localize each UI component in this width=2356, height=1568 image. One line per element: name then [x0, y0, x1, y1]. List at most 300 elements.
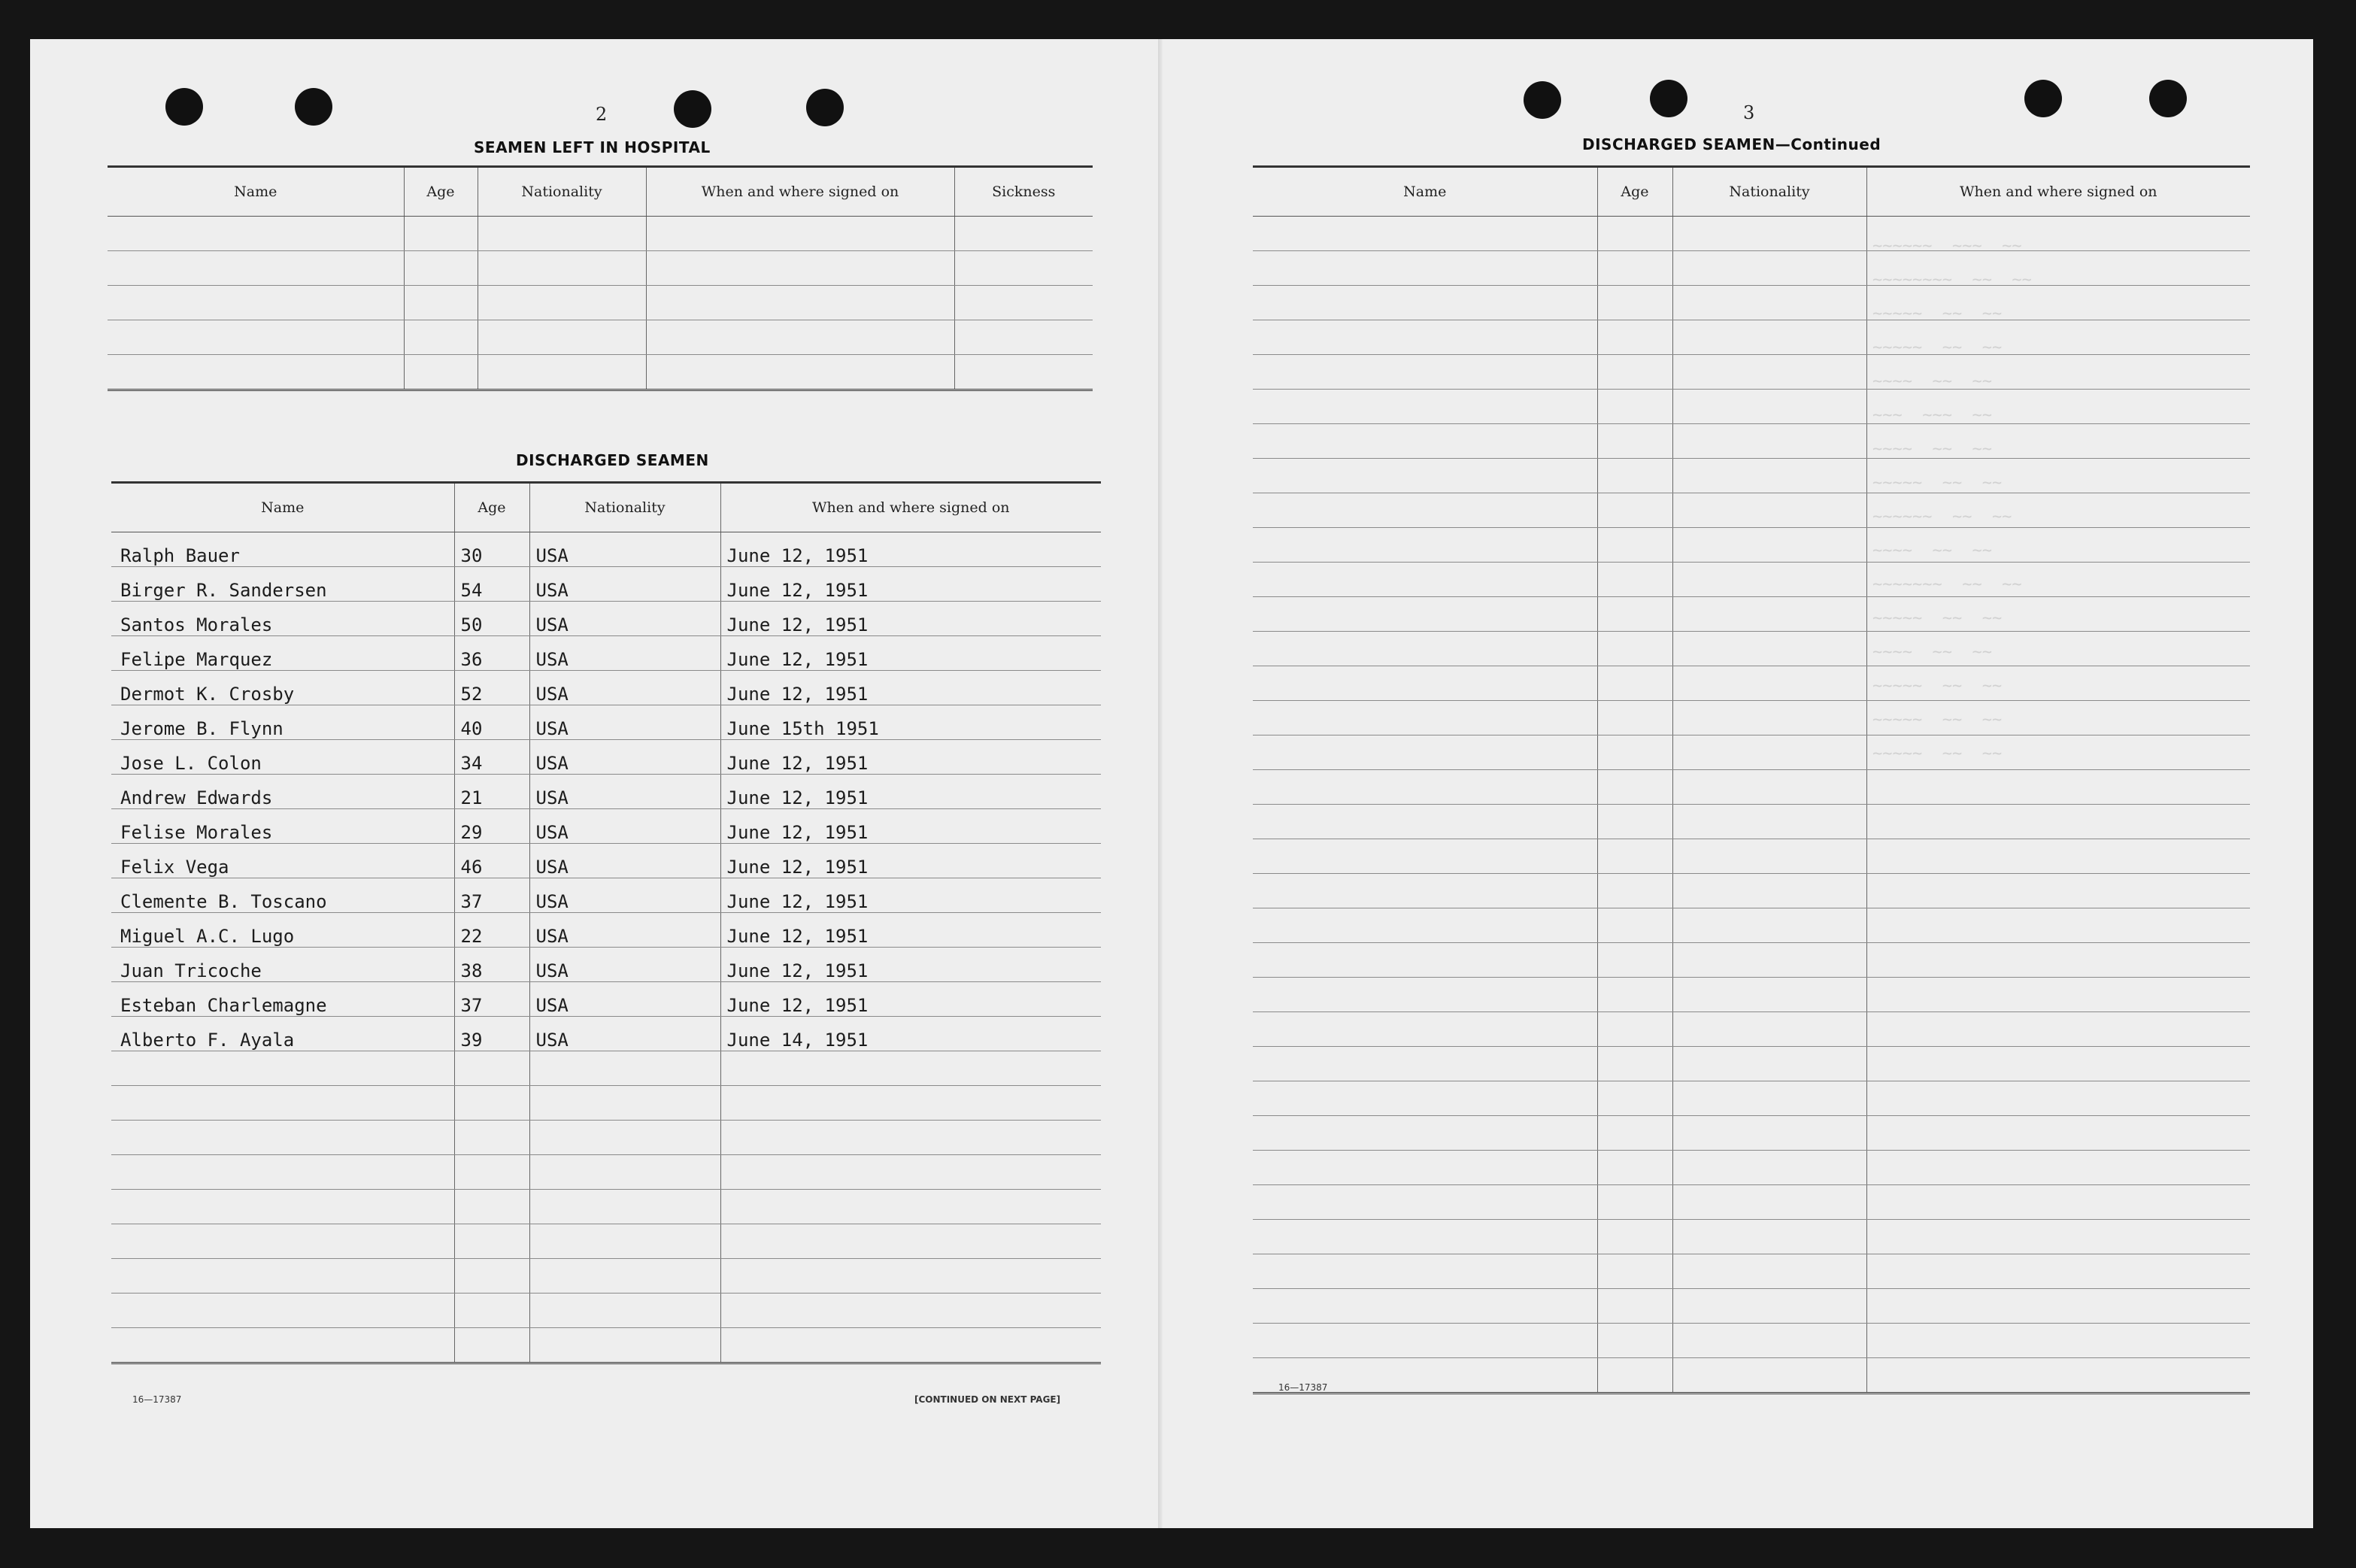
blank-cell — [1597, 1185, 1672, 1220]
blank-cell — [454, 1224, 529, 1259]
blank-cell — [1597, 424, 1672, 459]
blank-cell — [1253, 1289, 1597, 1324]
blank-cell — [1597, 666, 1672, 701]
blank-cell — [529, 1121, 720, 1155]
table-row — [111, 913, 1101, 948]
blank-cell — [1253, 1185, 1597, 1220]
cell — [108, 217, 404, 251]
seaman-age: 38 — [454, 948, 529, 982]
blank-cell — [1866, 390, 2250, 424]
blank-cell — [1866, 493, 2250, 528]
blank-cell — [1597, 320, 1672, 355]
seaman-nationality: USA — [529, 809, 720, 844]
blank-cell — [1672, 424, 1866, 459]
blank-cell — [454, 1155, 529, 1190]
blank-cell — [529, 1051, 720, 1086]
blank-cell — [1672, 1081, 1866, 1116]
blank-cell — [1597, 1116, 1672, 1151]
cell — [646, 217, 954, 251]
blank-cell — [720, 1086, 1101, 1121]
bleed-through-marks: ~~~~~~ ~~~ ~~ ~~~~~~~~ ~~ ~~ ~~~~~ ~~ ~~ ~~~~~ ~~ ~~ ~~~~ ~~ ~~ ~~~ ~~~ ~~ ~~~~ ~~ ~~ ~~~~~ ~~ ~~ ~~~~~~ ~~ ~~ ~~~~ ~~ ~~ ~~~~~~~ ~~ ~~ ~~~~~ ~~ ~~ ~~~~ ~~ ~~ ~~~~~ ~~ ~~ ~~~~~ ~~ ~~ ~~~~~ ~~ ~~ — [1872, 237, 2032, 763]
discharged-section-title: DISCHARGED SEAMEN — [516, 451, 709, 469]
blank-cell — [1866, 1151, 2250, 1185]
blank-cell — [1253, 805, 1597, 839]
blank-cell — [1253, 424, 1597, 459]
blank-cell — [1672, 1116, 1866, 1151]
blank-cell — [1253, 459, 1597, 493]
seaman-nationality: USA — [529, 878, 720, 913]
continued-table-body — [1253, 217, 2250, 1394]
blank-cell — [1672, 563, 1866, 597]
column-header-name: Name — [1253, 167, 1597, 217]
punch-hole — [1524, 81, 1561, 119]
table-row — [1253, 286, 2250, 320]
cell — [954, 251, 1093, 286]
table-row — [111, 844, 1101, 878]
table-row — [1253, 1289, 2250, 1324]
seaman-age: 37 — [454, 878, 529, 913]
blank-cell — [1866, 1116, 2250, 1151]
blank-cell — [1672, 251, 1866, 286]
cell — [954, 217, 1093, 251]
table-row — [108, 286, 1093, 320]
table-row — [111, 636, 1101, 671]
cell — [108, 320, 404, 355]
blank-cell — [1866, 1047, 2250, 1081]
table-row — [1253, 217, 2250, 251]
seaman-nationality: USA — [529, 567, 720, 602]
blank-cell — [1866, 459, 2250, 493]
table-row — [1253, 528, 2250, 563]
blank-cell — [1866, 701, 2250, 735]
seaman-nationality: USA — [529, 913, 720, 948]
blank-cell — [1253, 1116, 1597, 1151]
blank-cell — [1866, 908, 2250, 943]
seaman-signed-on: June 12, 1951 — [720, 948, 1101, 982]
blank-cell — [1597, 978, 1672, 1012]
page-number-right: 3 — [1743, 102, 1755, 123]
table-row — [1253, 1220, 2250, 1254]
blank-cell — [1866, 632, 2250, 666]
table-row — [1253, 424, 2250, 459]
blank-cell — [1253, 563, 1597, 597]
table-row — [108, 355, 1093, 390]
column-header-signed-on: When and where signed on — [646, 167, 954, 217]
blank-cell — [1866, 217, 2250, 251]
table-header-row — [111, 483, 1101, 532]
blank-cell — [1672, 459, 1866, 493]
cell — [108, 355, 404, 390]
blank-cell — [1597, 1081, 1672, 1116]
seaman-name: Felise Morales — [111, 809, 454, 844]
seaman-signed-on: June 12, 1951 — [720, 878, 1101, 913]
blank-cell — [1253, 493, 1597, 528]
seaman-signed-on: June 12, 1951 — [720, 982, 1101, 1017]
table-row — [1253, 459, 2250, 493]
blank-cell — [1866, 1254, 2250, 1289]
seaman-signed-on: June 12, 1951 — [720, 913, 1101, 948]
blank-cell — [1866, 563, 2250, 597]
column-header-signed-on: When and where signed on — [720, 483, 1101, 532]
table-row — [111, 1190, 1101, 1224]
blank-cell — [1253, 597, 1597, 632]
cell — [954, 286, 1093, 320]
blank-cell — [1866, 1081, 2250, 1116]
seaman-nationality: USA — [529, 532, 720, 567]
blank-cell — [1866, 424, 2250, 459]
seaman-name: Birger R. Sandersen — [111, 567, 454, 602]
seaman-signed-on: June 12, 1951 — [720, 567, 1101, 602]
blank-cell — [1866, 839, 2250, 874]
blank-cell — [1597, 1047, 1672, 1081]
table-row — [1253, 770, 2250, 805]
table-row — [1253, 943, 2250, 978]
seaman-nationality: USA — [529, 948, 720, 982]
seaman-nationality: USA — [529, 705, 720, 740]
blank-cell — [1672, 1012, 1866, 1047]
blank-cell — [454, 1086, 529, 1121]
blank-cell — [529, 1224, 720, 1259]
blank-cell — [1866, 1289, 2250, 1324]
cell — [478, 251, 646, 286]
blank-cell — [1672, 1324, 1866, 1358]
blank-cell — [1866, 770, 2250, 805]
blank-cell — [111, 1155, 454, 1190]
blank-cell — [1253, 1151, 1597, 1185]
blank-cell — [1597, 1012, 1672, 1047]
blank-cell — [720, 1259, 1101, 1294]
seaman-name: Jerome B. Flynn — [111, 705, 454, 740]
cell — [646, 251, 954, 286]
seaman-age: 30 — [454, 532, 529, 567]
seaman-name: Ralph Bauer — [111, 532, 454, 567]
continued-section-title: DISCHARGED SEAMEN—Continued — [1582, 135, 1881, 153]
table-row — [1253, 874, 2250, 908]
blank-cell — [1672, 286, 1866, 320]
blank-cell — [1866, 978, 2250, 1012]
blank-cell — [1672, 355, 1866, 390]
seaman-name: Miguel A.C. Lugo — [111, 913, 454, 948]
blank-cell — [1866, 355, 2250, 390]
blank-cell — [1253, 251, 1597, 286]
blank-cell — [1253, 286, 1597, 320]
table-row — [111, 671, 1101, 705]
table-row — [111, 567, 1101, 602]
blank-cell — [1866, 735, 2250, 770]
blank-cell — [1866, 1185, 2250, 1220]
blank-cell — [1253, 978, 1597, 1012]
blank-cell — [1866, 943, 2250, 978]
page-number-left: 2 — [596, 104, 608, 125]
column-header-name: Name — [111, 483, 454, 532]
blank-cell — [1597, 839, 1672, 874]
blank-cell — [1597, 563, 1672, 597]
seaman-name: Juan Tricoche — [111, 948, 454, 982]
blank-cell — [1253, 735, 1597, 770]
seaman-age: 46 — [454, 844, 529, 878]
seaman-nationality: USA — [529, 1017, 720, 1051]
seaman-name: Clemente B. Toscano — [111, 878, 454, 913]
blank-cell — [720, 1224, 1101, 1259]
cell — [404, 355, 478, 390]
seaman-age: 39 — [454, 1017, 529, 1051]
blank-cell — [1672, 1185, 1866, 1220]
blank-cell — [720, 1155, 1101, 1190]
form-number-left: 16—17387 — [132, 1394, 182, 1405]
blank-cell — [1672, 943, 1866, 978]
column-header-nationality: Nationality — [478, 167, 646, 217]
cell — [404, 286, 478, 320]
cell — [954, 355, 1093, 390]
discharged-table-body — [111, 532, 1101, 1363]
continued-note: [CONTINUED ON NEXT PAGE] — [914, 1394, 1061, 1405]
seaman-nationality: USA — [529, 844, 720, 878]
column-header-signed-on: When and where signed on — [1866, 167, 2250, 217]
seaman-name: Felipe Marquez — [111, 636, 454, 671]
blank-cell — [1597, 1289, 1672, 1324]
blank-cell — [1866, 805, 2250, 839]
table-row — [1253, 563, 2250, 597]
seaman-name: Santos Morales — [111, 602, 454, 636]
blank-cell — [1253, 528, 1597, 563]
table-row — [111, 602, 1101, 636]
table-row — [1253, 1358, 2250, 1394]
seaman-signed-on: June 12, 1951 — [720, 775, 1101, 809]
seaman-signed-on: June 12, 1951 — [720, 740, 1101, 775]
blank-cell — [111, 1224, 454, 1259]
seaman-nationality: USA — [529, 775, 720, 809]
cell — [478, 320, 646, 355]
blank-cell — [529, 1294, 720, 1328]
seaman-age: 36 — [454, 636, 529, 671]
blank-cell — [111, 1121, 454, 1155]
blank-cell — [1672, 1220, 1866, 1254]
blank-cell — [1597, 217, 1672, 251]
blank-cell — [1253, 943, 1597, 978]
table-row — [111, 1155, 1101, 1190]
blank-cell — [1253, 770, 1597, 805]
seaman-signed-on: June 12, 1951 — [720, 532, 1101, 567]
blank-cell — [1672, 632, 1866, 666]
blank-cell — [111, 1051, 454, 1086]
blank-cell — [1672, 978, 1866, 1012]
blank-cell — [454, 1294, 529, 1328]
cell — [478, 355, 646, 390]
table-row — [1253, 632, 2250, 666]
blank-cell — [1866, 597, 2250, 632]
table-header-row — [108, 167, 1093, 217]
blank-cell — [1866, 1012, 2250, 1047]
seaman-age: 52 — [454, 671, 529, 705]
blank-cell — [1866, 666, 2250, 701]
blank-cell — [1672, 805, 1866, 839]
column-header-name: Name — [108, 167, 404, 217]
blank-cell — [1253, 1254, 1597, 1289]
blank-cell — [529, 1328, 720, 1363]
cell — [954, 320, 1093, 355]
seaman-signed-on: June 14, 1951 — [720, 1017, 1101, 1051]
blank-cell — [1672, 1047, 1866, 1081]
blank-cell — [720, 1190, 1101, 1224]
blank-cell — [1672, 217, 1866, 251]
seaman-age: 40 — [454, 705, 529, 740]
blank-cell — [454, 1259, 529, 1294]
blank-cell — [1672, 1254, 1866, 1289]
punch-hole — [295, 88, 332, 126]
table-row — [111, 1051, 1101, 1086]
blank-cell — [1253, 1081, 1597, 1116]
seaman-nationality: USA — [529, 982, 720, 1017]
seaman-signed-on: June 12, 1951 — [720, 671, 1101, 705]
table-row — [111, 809, 1101, 844]
blank-cell — [1672, 908, 1866, 943]
cell — [108, 286, 404, 320]
blank-cell — [1866, 1220, 2250, 1254]
column-header-age: Age — [404, 167, 478, 217]
seaman-name: Andrew Edwards — [111, 775, 454, 809]
table-row — [1253, 805, 2250, 839]
blank-cell — [111, 1259, 454, 1294]
blank-cell — [1597, 908, 1672, 943]
blank-cell — [1866, 874, 2250, 908]
seaman-nationality: USA — [529, 740, 720, 775]
blank-cell — [1597, 1358, 1672, 1394]
blank-cell — [1597, 286, 1672, 320]
seaman-age: 22 — [454, 913, 529, 948]
blank-cell — [1597, 805, 1672, 839]
blank-cell — [1597, 943, 1672, 978]
blank-cell — [1253, 701, 1597, 735]
column-header-nationality: Nationality — [529, 483, 720, 532]
table-row — [1253, 1254, 2250, 1289]
blank-cell — [1672, 666, 1866, 701]
blank-cell — [1597, 770, 1672, 805]
cell — [646, 320, 954, 355]
hospital-table — [108, 165, 1093, 391]
table-row — [111, 1017, 1101, 1051]
blank-cell — [529, 1086, 720, 1121]
blank-cell — [1672, 597, 1866, 632]
blank-cell — [1672, 390, 1866, 424]
blank-cell — [1597, 874, 1672, 908]
blank-cell — [1597, 390, 1672, 424]
page-fold — [1158, 39, 1163, 1528]
table-row — [111, 982, 1101, 1017]
blank-cell — [1597, 1324, 1672, 1358]
seaman-signed-on: June 12, 1951 — [720, 636, 1101, 671]
blank-cell — [1597, 597, 1672, 632]
blank-cell — [1672, 493, 1866, 528]
seaman-signed-on: June 12, 1951 — [720, 602, 1101, 636]
blank-cell — [720, 1121, 1101, 1155]
table-row — [1253, 1081, 2250, 1116]
cell — [108, 251, 404, 286]
seaman-name: Esteban Charlemagne — [111, 982, 454, 1017]
table-row — [111, 740, 1101, 775]
blank-cell — [1597, 701, 1672, 735]
table-row — [1253, 666, 2250, 701]
seaman-nationality: USA — [529, 636, 720, 671]
seaman-age: 21 — [454, 775, 529, 809]
seaman-signed-on: June 12, 1951 — [720, 844, 1101, 878]
table-row — [1253, 1012, 2250, 1047]
cell — [404, 251, 478, 286]
blank-cell — [1253, 320, 1597, 355]
table-row — [1253, 839, 2250, 874]
cell — [478, 286, 646, 320]
blank-cell — [1597, 528, 1672, 563]
seaman-age: 34 — [454, 740, 529, 775]
table-row — [1253, 320, 2250, 355]
table-row — [1253, 1047, 2250, 1081]
cell — [646, 286, 954, 320]
discharged-seamen-table — [111, 481, 1101, 1364]
table-row — [1253, 493, 2250, 528]
seaman-age: 29 — [454, 809, 529, 844]
table-row — [1253, 701, 2250, 735]
blank-cell — [1672, 701, 1866, 735]
blank-cell — [111, 1086, 454, 1121]
table-row — [108, 320, 1093, 355]
blank-cell — [529, 1190, 720, 1224]
blank-cell — [1253, 1220, 1597, 1254]
blank-cell — [1253, 908, 1597, 943]
blank-cell — [1866, 251, 2250, 286]
punch-hole — [674, 90, 711, 128]
blank-cell — [1253, 666, 1597, 701]
blank-cell — [1672, 320, 1866, 355]
punch-hole — [2149, 80, 2187, 117]
seaman-age: 37 — [454, 982, 529, 1017]
table-row — [111, 1086, 1101, 1121]
table-row — [1253, 1185, 2250, 1220]
cell — [478, 217, 646, 251]
blank-cell — [1672, 874, 1866, 908]
blank-cell — [1597, 493, 1672, 528]
punch-hole — [806, 89, 844, 126]
blank-cell — [1253, 1047, 1597, 1081]
blank-cell — [1866, 320, 2250, 355]
blank-cell — [1253, 874, 1597, 908]
blank-cell — [454, 1328, 529, 1363]
blank-cell — [111, 1294, 454, 1328]
table-row — [108, 217, 1093, 251]
table-row — [1253, 251, 2250, 286]
blank-cell — [1672, 735, 1866, 770]
blank-cell — [1597, 1254, 1672, 1289]
blank-cell — [1672, 1358, 1866, 1394]
blank-cell — [529, 1259, 720, 1294]
blank-cell — [1253, 839, 1597, 874]
blank-cell — [529, 1155, 720, 1190]
blank-cell — [1597, 459, 1672, 493]
seaman-nationality: USA — [529, 671, 720, 705]
table-row — [111, 1224, 1101, 1259]
table-row — [111, 705, 1101, 740]
blank-cell — [1597, 1151, 1672, 1185]
table-row — [111, 878, 1101, 913]
blank-cell — [1597, 1220, 1672, 1254]
blank-cell — [1672, 839, 1866, 874]
blank-cell — [1253, 390, 1597, 424]
table-row — [1253, 1151, 2250, 1185]
column-header-sickness: Sickness — [954, 167, 1093, 217]
blank-cell — [1253, 632, 1597, 666]
blank-cell — [1597, 632, 1672, 666]
table-row — [1253, 1116, 2250, 1151]
blank-cell — [1253, 355, 1597, 390]
blank-cell — [1672, 528, 1866, 563]
